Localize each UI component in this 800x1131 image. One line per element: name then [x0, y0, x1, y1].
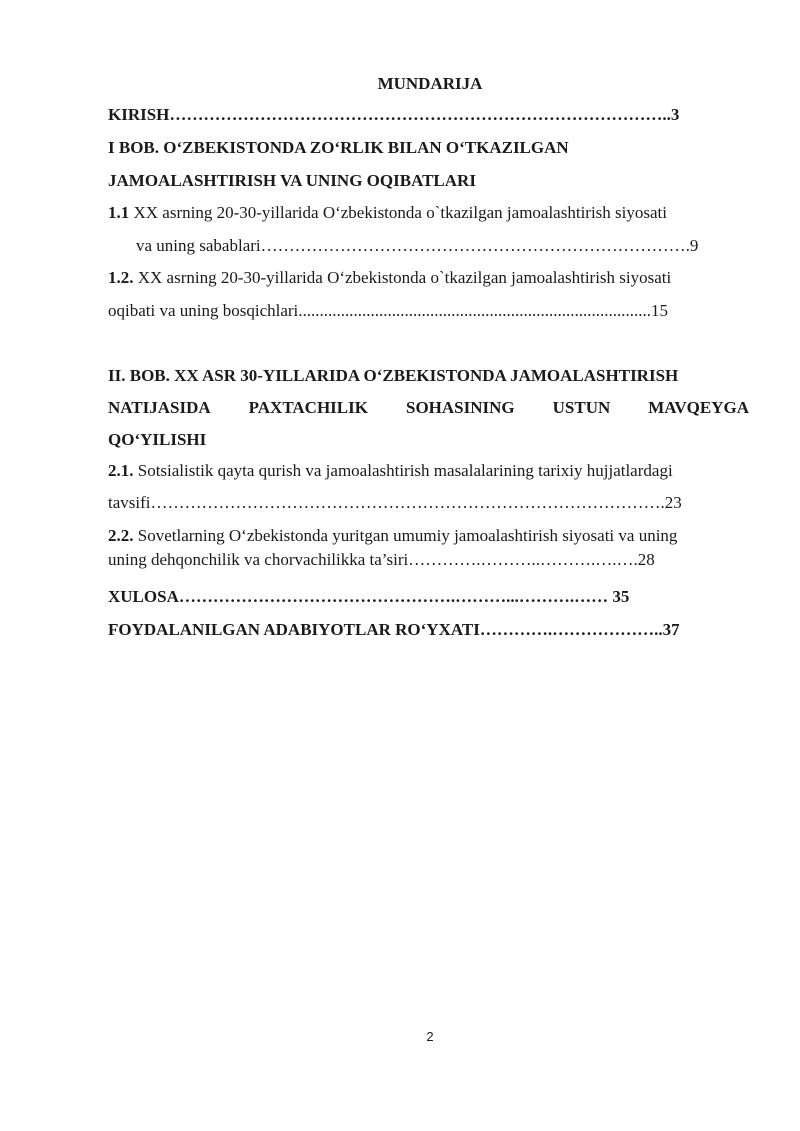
- toc-entry-kirish: KIRISH……………………………………………………………………………..3: [108, 105, 680, 124]
- toc-section-1-2-line-2: oqibati va uning bosqichlari...................................................................................15: [108, 301, 669, 320]
- chapter-word: USTUN: [552, 398, 611, 417]
- toc-chapter-1-line-2: JAMOALASHTIRISH VA UNING OQIBATLARI: [108, 171, 476, 190]
- toc-entry-references: FOYDALANILGAN ADABIYOTLAR RO‘YXATI………….………………..37: [108, 620, 680, 639]
- section-number: 1.2.: [108, 268, 134, 287]
- chapter-word: NATIJASIDA: [108, 398, 211, 417]
- page-number: 2: [426, 1029, 434, 1044]
- toc-chapter-2-line-2: [108, 396, 749, 420]
- chapter-word: SOHASINING: [405, 398, 515, 417]
- toc-chapter-2-line-1: II. BOB. XX ASR 30-YILLARIDA O‘ZBEKISTONDA JAMOALASHTIRISH: [108, 366, 679, 385]
- toc-section-1-1-line-1: [108, 201, 768, 225]
- toc-entry-xulosa: XULOSA………………………………………….………...……….…… 35: [108, 587, 630, 606]
- toc-section-1-2-line-1: [108, 266, 768, 290]
- toc-chapter-1-line-1: I BOB. O‘ZBEKISTONDA ZO‘RLIK BILAN O‘TKAZILGAN: [108, 138, 569, 157]
- section-number: 1.1: [108, 203, 130, 222]
- section-title: Sotsialistik qayta qurish va jamoalashtirish masalalarining tarixiy hujjatlardagi: [133, 461, 673, 480]
- section-title: XX asrning 20-30-yillarida O‘zbekistonda o`tkazilgan jamoalashtirish siyosati: [133, 268, 672, 287]
- toc-section-2-1-line-1: [108, 459, 768, 483]
- toc-section-2-2-line-1: [108, 524, 768, 548]
- toc-section-1-1-line-2: va uning sabablari………………………………………………………………….9: [136, 236, 699, 255]
- section-title: XX asrning 20-30-yillarida O‘zbekistonda o`tkazilgan jamoalashtirish siyosati: [129, 203, 667, 222]
- toc-section-2-1-line-2: tavsifi……………………………………………………………………………….23: [108, 493, 682, 512]
- page-title: MUNDARIJA: [377, 74, 483, 93]
- toc-chapter-2-line-3: QO‘YILISHI: [108, 430, 207, 449]
- section-number: 2.2.: [108, 526, 134, 545]
- chapter-word: MAVQEYGA: [648, 398, 749, 417]
- section-title: Sovetlarning O‘zbekistonda yuritgan umumiy jamoalashtirish siyosati va uning: [133, 526, 678, 545]
- toc-section-2-2-line-2: uning dehqonchilik va chorvachilikka ta’siri………….………..……….….….28: [108, 550, 655, 569]
- chapter-word: PAXTACHILIK: [248, 398, 368, 417]
- section-number: 2.1.: [108, 461, 134, 480]
